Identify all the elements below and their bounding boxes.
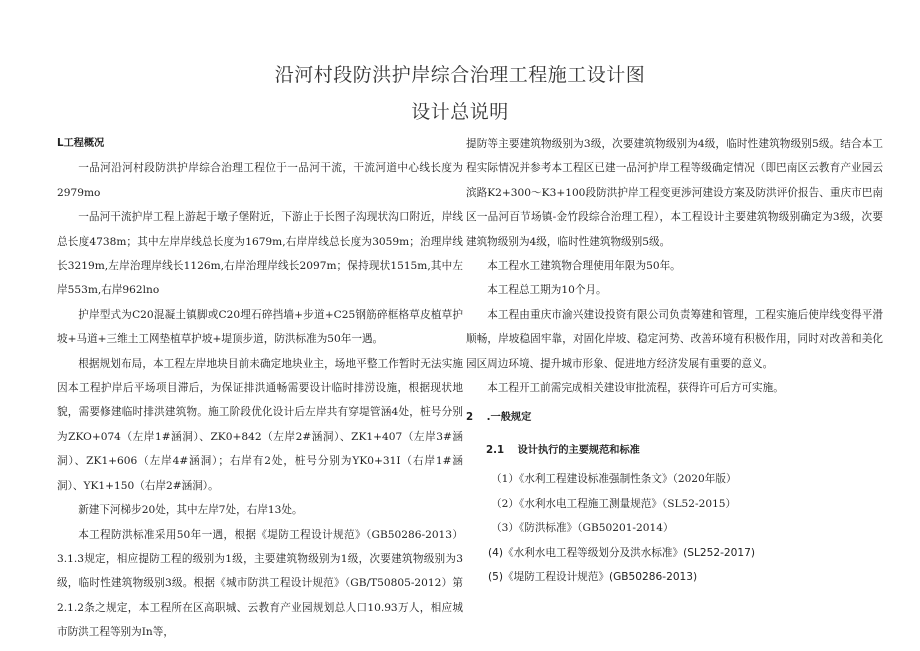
- document-subtitle: 设计总说明: [411, 101, 509, 123]
- section-heading-overview: L工程概况: [57, 138, 105, 149]
- paragraph: 新建下河梯步20处，其中左岸7处，右岸13处。: [78, 504, 303, 517]
- standard-ref: （3）《防洪标准》（GB50201-2014）: [491, 522, 674, 535]
- section-number: 2: [466, 412, 474, 424]
- paragraph: 本工程防洪标准采用50年一遇，根据《堤防工程设计规范》（GB50286-2013）3.1.3规定，相应提防工程的级别为1级，主要建筑物级别为1级，次要建筑物级别为3级，临时性建筑物级别3级。根据《城市防洪工程设计规范》（GB/T50805-2012）第2.1.2条之规定，本工程所在区高职城、云教育产业园规划总人口10.93万人，相应城市防洪工程等别为In等，: [57, 528, 463, 639]
- subsection-number: 2.1: [486, 444, 505, 456]
- paragraph: 本工程总工期为10个月。: [487, 284, 607, 297]
- standard-ref: （2）《水利水电工程施工测量规范》（SL52-2015）: [491, 497, 737, 510]
- document-title: 沿河村段防洪护岸综合治理工程施工设计图: [274, 64, 646, 86]
- paragraph: 一品河沿河村段防洪护岸综合治理工程位于一品河干流，干流河道中心线长度为2979mo: [57, 162, 463, 199]
- section-title: .一般规定: [486, 412, 532, 424]
- paragraph: 本工程开工前需完成相关建设审批流程，获得许可后方可实施。: [487, 382, 784, 395]
- right-column: [466, 132, 883, 589]
- section-heading-general: [466, 406, 883, 430]
- left-column: [57, 132, 463, 645]
- subsection-heading: [466, 439, 883, 463]
- standard-ref: (5)《堤防工程设计规范》(GB50286-2013): [488, 570, 698, 583]
- paragraph: 本工程水工建筑物合理使用年限为50年。: [487, 260, 681, 273]
- subsection-title: 设计执行的主要规范和标准: [517, 444, 640, 456]
- standard-ref: (4)《水利水电工程等级划分及洪水标准》(SL252-2017): [488, 546, 755, 559]
- standard-ref: （1）《水利工程建设标准强制性条文》（2020年版）: [491, 473, 737, 486]
- paragraph: 护岸型式为C20混凝土镇脚或C20埋石碎挡墙+步道+C25钢筋碎框格草皮植草护坡+马道+三维土工网垫植草护坡+堤顶步道，防洪标准为50年一遇。: [57, 308, 463, 346]
- paragraph: 根据规划布局，本工程左岸地块目前未确定地块业主，场地平整工作暂时无法实施因本工程护岸后平场项目滞后，为保证排洪通畅需要设计临时排涝设施，根据现状地貌，需要修建临时排洪建筑物。施工阶段优化设计后左岸共有穿堤管涵4处，桩号分别为ZKO+074（左岸1#涵洞）、ZK0+842（左岸2#涵洞）、ZK1+407（左岸3#涵洞）、ZK1+606（左岸4#涵洞）；右岸有2处，桩号分别为YK0+31I（右岸1#涵洞）、YK1+150（右岸2#涵洞）。: [57, 357, 463, 492]
- paragraph: 一品河干流护岸工程上游起于墩子堡附近，下游止于长图子沟现状沟口附近，岸线总长度4738m；其中左岸岸线总长度为1679m,右岸岸线总长度为3059m；治理岸线长3219m,左岸治理岸线长1126m,右岸治理岸线长2097m；保持现状1515m,其中左岸553m,右岸962lno: [57, 211, 463, 297]
- paragraph: 提防等主要建筑物级别为3级，次要建筑物级别为4级，临时性建筑物级别5级。结合本工程实际情况并参考本工程区已建一品河护岸工程等级确定情况（即巴南区云教育产业园云滨路K2+300～K3+100段防洪护岸工程变更涉河建设方案及防洪评价报告、重庆市巴南区一品河百节场镇-金竹段综合治理工程），本工程设计主要建筑物级别确定为3级，次要建筑物级别为4级，临时性建筑物级别5级。: [466, 138, 883, 248]
- paragraph: 本工程由重庆市渝兴建设投资有限公司负责筹建和管理，工程实施后使岸线变得平滑顺畅，岸坡稳固牢靠，对固化岸坡、稳定河势、改善环境有积极作用，同时对改善和美化园区周边环境、提升城市形象、促进地方经济发展有重要的意义。: [466, 308, 883, 370]
